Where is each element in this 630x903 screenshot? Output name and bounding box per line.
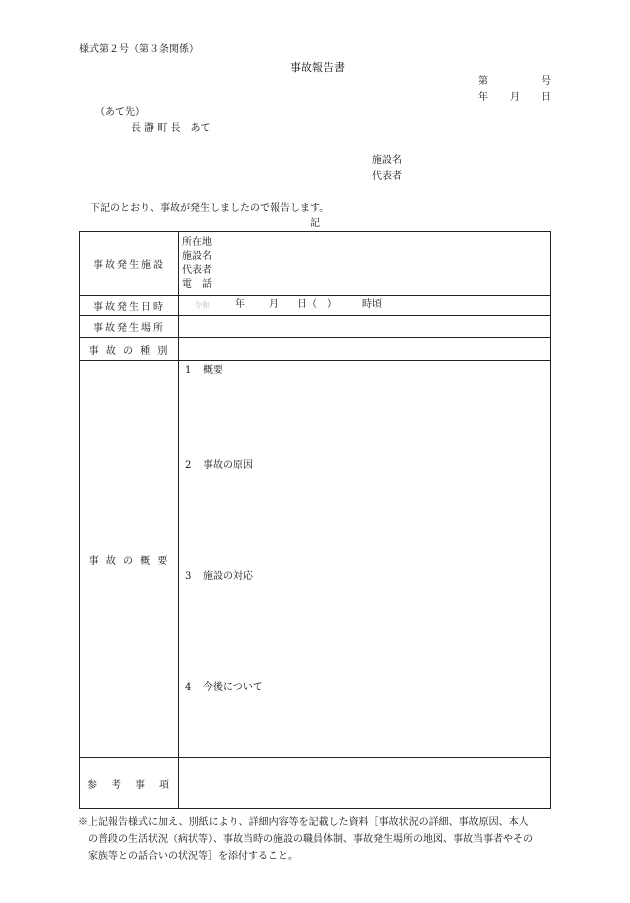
type-label-cell [80, 338, 179, 361]
doc-date-year: 年 [478, 92, 488, 103]
notes-value-cell[interactable] [179, 758, 551, 809]
section-title: 施設の対応 [203, 571, 253, 582]
footnote-line: ※上記報告様式に加え、別紙により、詳細内容等を記載した資料［事故状況の詳細、事故原因、本人 [78, 817, 529, 828]
datetime-label-cell [80, 296, 179, 316]
row-datetime [80, 296, 551, 316]
section-number: 2 [185, 460, 192, 471]
type-label: 事 故 の 種 別 [88, 345, 170, 357]
datetime-value-cell[interactable] [179, 296, 551, 316]
doc-number-prefix: 第 [478, 76, 488, 87]
facility-value-cell[interactable] [179, 232, 551, 296]
summary-section-future [185, 682, 263, 694]
addressee-label: （あて先） [95, 107, 145, 118]
section-number: 1 [185, 365, 192, 376]
doc-date-month: 月 [510, 92, 520, 103]
ki-heading: 記 [310, 218, 320, 229]
facility-label: 事故発生施設 [93, 260, 165, 271]
facility-phone-label: 電 話 [182, 278, 212, 290]
notes-label: 参 考 事 項 [87, 779, 171, 791]
facility-name-label: 施設名 [182, 250, 212, 262]
doc-date-day: 日 [541, 92, 551, 103]
summary-label-cell [80, 361, 179, 758]
datetime-day: 日（ ） [297, 299, 337, 310]
addressee-name: 長 瀞 町 長 あて [131, 123, 211, 134]
section-number: 4 [185, 682, 192, 693]
summary-section-cause [185, 460, 253, 472]
summary-value-cell[interactable] [179, 361, 551, 758]
datetime-year: 年 [235, 299, 245, 310]
reporter-representative-label: 代表者 [372, 171, 402, 182]
section-number: 3 [185, 571, 192, 582]
facility-label-cell [80, 232, 179, 296]
section-title: 今後について [203, 682, 263, 693]
datetime-time: 時頃 [362, 299, 382, 310]
footnote-line: の普段の生活状況（病状等）、事故当時の施設の職員体制、事故発生場所の地図、事故当事者やその [88, 834, 533, 845]
facility-address-label: 所在地 [182, 236, 212, 248]
place-value-cell[interactable] [179, 316, 551, 338]
datetime-label: 事故発生日時 [93, 302, 165, 313]
row-facility [80, 232, 551, 296]
notes-label-cell [80, 758, 179, 809]
place-label: 事故発生場所 [93, 323, 165, 334]
intro-text: 下記のとおり、事故が発生しましたので報告します。 [90, 203, 330, 214]
era-label: 令和 [194, 301, 210, 310]
row-notes [80, 758, 551, 809]
report-table [79, 231, 551, 809]
datetime-month: 月 [269, 299, 279, 310]
row-place [80, 316, 551, 338]
doc-number-suffix: 号 [541, 76, 551, 87]
row-type [80, 338, 551, 361]
facility-representative-label: 代表者 [182, 264, 212, 276]
section-title: 事故の原因 [203, 460, 253, 471]
section-title: 概要 [203, 365, 223, 376]
form-number: 様式第２号（第３条関係） [79, 44, 199, 55]
reporter-facility-label: 施設名 [372, 155, 402, 166]
row-summary [80, 361, 551, 758]
place-label-cell [80, 316, 179, 338]
summary-section-response [185, 571, 253, 583]
page-title: 事故報告書 [290, 61, 345, 74]
summary-section-overview [185, 365, 223, 377]
footnote [78, 814, 556, 865]
footnote-line: 家族等との話合いの状況等］を添付すること。 [88, 851, 298, 862]
summary-label: 事 故 の 概 要 [88, 555, 170, 567]
type-value-cell[interactable] [179, 338, 551, 361]
